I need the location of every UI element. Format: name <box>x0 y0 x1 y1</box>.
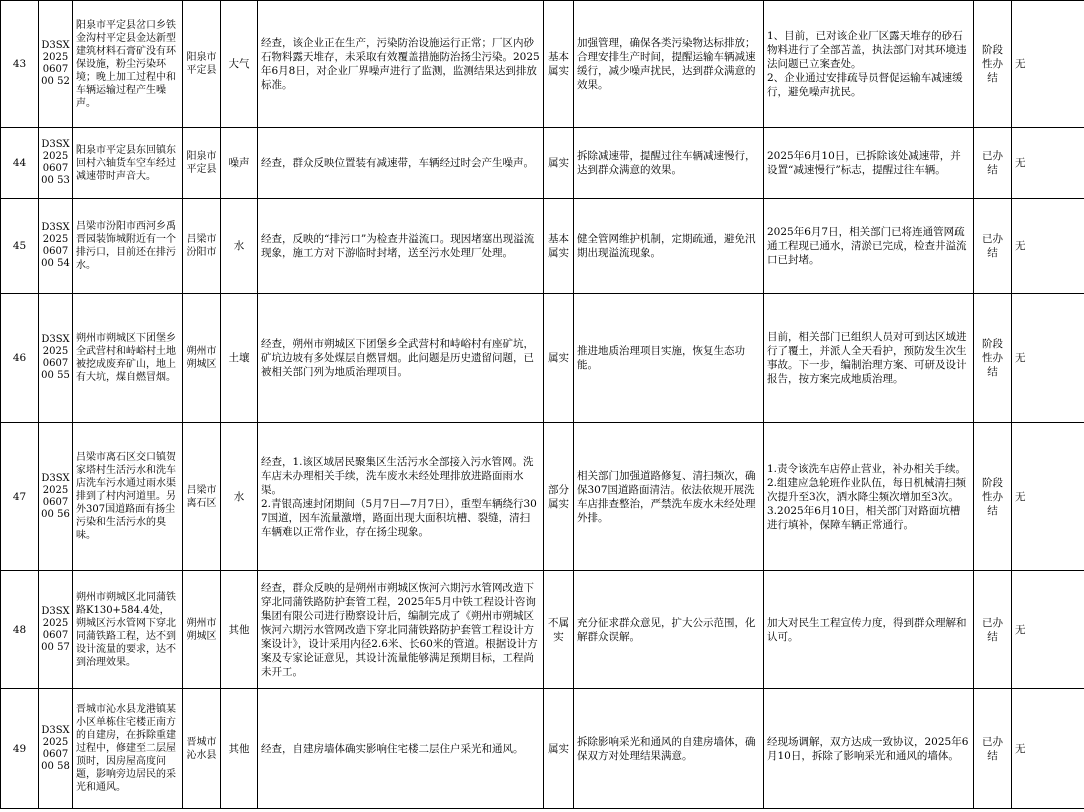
district: 吕梁市离石区 <box>183 423 221 571</box>
investigation-finding: 经查，群众反映位置装有减速带，车辆经过时会产生噪声。 <box>258 128 544 199</box>
handling-measure: 推进地质治理项目实施，恢复生态功能。 <box>574 294 764 423</box>
case-code: D3SX2025060700 52 <box>39 1 73 128</box>
complaint-content: 朔州市朔城区下团堡乡全武营村和峙峪村土地被挖成废弃矿山，地上有大坑，煤自燃冒烟。 <box>73 294 183 423</box>
handling-measure: 充分征求群众意见，扩大公示范围，化解群众误解。 <box>574 571 764 689</box>
status: 已办结 <box>974 128 1012 199</box>
pollution-type: 大气 <box>221 1 258 128</box>
table-row <box>1 571 1084 689</box>
row-number: 43 <box>1 1 39 128</box>
pollution-type: 水 <box>221 199 258 294</box>
table-row <box>1 689 1084 809</box>
row-number: 47 <box>1 423 39 571</box>
district: 阳泉市平定县 <box>183 128 221 199</box>
pollution-type: 土壤 <box>221 294 258 423</box>
progress: 加大对民生工程宣传力度，得到群众理解和认可。 <box>764 571 974 689</box>
verdict: 基本属实 <box>544 199 574 294</box>
status: 阶段性办结 <box>974 294 1012 423</box>
handling-measure: 相关部门加强道路修复、清扫频次，确保307国道路面清洁。依法依规开展洗车店排查整治，严禁洗车废水未经处理外排。 <box>574 423 764 571</box>
case-code: D3SX2025060700 57 <box>39 571 73 689</box>
handling-measure: 健全管网维护机制，定期疏通，避免汛期出现溢流现象。 <box>574 199 764 294</box>
handling-measure: 加强管理，确保各类污染物达标排放；合理安排生产时间，提醒运输车辆减速缓行，减少噪声扰民，达到群众满意的效果。 <box>574 1 764 128</box>
verdict: 不属实 <box>544 571 574 689</box>
table-row <box>1 1 1084 128</box>
complaint-content: 吕梁市离石区交口镇贺家塔村生活污水和洗车店洗车污水通过雨水渠排到了村内河道里。另外307国道路面有扬尘污染和生活污水的臭味。 <box>73 423 183 571</box>
investigation-finding: 经查，朔州市朔城区下团堡乡全武营村和峙峪村有座矿坑，矿坑边坡有多处煤层自燃冒烟。此问题是历史遗留问题，已被相关部门列为地质治理项目。 <box>258 294 544 423</box>
verdict: 属实 <box>544 689 574 809</box>
progress: 1、目前，已对该企业厂区露天堆存的砂石物料进行了全部苫盖，执法部门对其环境违法问题已立案查处。 2、企业通过安排疏导员督促运输车减速缓行，避免噪声扰民。 <box>764 1 974 128</box>
accountability: 无 <box>1012 571 1084 689</box>
handling-measure: 拆除影响采光和通风的自建房墙体，确保双方对处理结果满意。 <box>574 689 764 809</box>
investigation-finding: 经查，该企业正在生产，污染防治设施运行正常；厂区内砂石物料露天堆存，未采取有效覆盖措施防治扬尘污染。2025年6月8日，对企业厂界噪声进行了监测，监测结果达到排放标准。 <box>258 1 544 128</box>
progress: 1.责令该洗车店停止营业，补办相关手续。 2.组建应急轮班作业队伍，每日机械清扫频次提升至3次，洒水降尘频次增加至3次。 3.2025年6月10日，相关部门对路面坑槽进行填补，保障车辆正常通行。 <box>764 423 974 571</box>
verdict: 基本属实 <box>544 1 574 128</box>
complaint-content: 阳泉市平定县岔口乡铁金沟村平定县金达新型建筑材料石膏矿没有环保设施，粉尘污染环境；晚上加工过程中和车辆运输过程产生噪声。 <box>73 1 183 128</box>
row-number: 45 <box>1 199 39 294</box>
table-row <box>1 294 1084 423</box>
case-code: D3SX2025060700 56 <box>39 423 73 571</box>
progress: 经现场调解，双方达成一致协议，2025年6月10日，拆除了影响采光和通风的墙体。 <box>764 689 974 809</box>
row-number: 46 <box>1 294 39 423</box>
status: 已办结 <box>974 689 1012 809</box>
table-row <box>1 199 1084 294</box>
pollution-type: 噪声 <box>221 128 258 199</box>
district: 吕梁市汾阳市 <box>183 199 221 294</box>
row-number: 48 <box>1 571 39 689</box>
accountability: 无 <box>1012 199 1084 294</box>
investigation-finding: 经查，1.该区域居民聚集区生活污水全部接入污水管网。洗车店未办理相关手续，洗车废水未经处理排放进路面雨水渠。 2.青银高速封闭期间（5月7日—7月7日），重型车辆绕行307国道，因车流量激增，路面出现大面积坑槽、裂缝，清扫车辆难以正常作业，存在扬尘现象。 <box>258 423 544 571</box>
pollution-type: 水 <box>221 423 258 571</box>
row-number: 44 <box>1 128 39 199</box>
investigation-finding: 经查，自建房墙体确实影响住宅楼二层住户采光和通风。 <box>258 689 544 809</box>
complaint-content: 朔州市朔城区北同蒲铁路K130+584.4处，朔城区污水管网下穿北同蒲铁路工程，达不到设计流量的要求，达不到治理效果。 <box>73 571 183 689</box>
verdict: 部分属实 <box>544 423 574 571</box>
progress: 2025年6月10日，已拆除该处减速带，并设置“减速慢行”标志，提醒过往车辆。 <box>764 128 974 199</box>
table-row <box>1 423 1084 571</box>
investigation-finding: 经查，群众反映的是朔州市朔城区恢河六期污水管网改造下穿北同蒲铁路防护套管工程，2025年5月中铁工程设计咨询集团有限公司进行勘察设计后，编制完成了《朔州市朔城区恢河六期污水管网改造下穿北同蒲铁路防护套管工程设计方案设计》，设计采用内径2.6米、长60米的管道。根据设计方案及专家论证意见，其设计流量能够满足预期目标，工程尚未开工。 <box>258 571 544 689</box>
verdict: 属实 <box>544 294 574 423</box>
accountability: 无 <box>1012 294 1084 423</box>
status: 阶段性办结 <box>974 1 1012 128</box>
investigation-finding: 经查，反映的“排污口”为检查井溢流口。现因堵塞出现溢流现象，施工方对下游临时封堵，送至污水处理厂处理。 <box>258 199 544 294</box>
case-code: D3SX2025060700 55 <box>39 294 73 423</box>
case-code: D3SX2025060700 54 <box>39 199 73 294</box>
complaint-content: 晋城市沁水县龙港镇某小区单栋住宅楼正南方的自建房，在拆除重建过程中，修建至二层屋顶时，因房屋高度问题，影响旁边居民的采光和通风。 <box>73 689 183 809</box>
handling-measure: 拆除减速带，提醒过往车辆减速慢行，达到群众满意的效果。 <box>574 128 764 199</box>
pollution-type: 其他 <box>221 571 258 689</box>
complaint-content: 吕梁市汾阳市西河乡禹晋园装饰城附近有一个排污口，目前还在排污水。 <box>73 199 183 294</box>
district: 朔州市朔城区 <box>183 294 221 423</box>
district: 晋城市沁水县 <box>183 689 221 809</box>
district: 阳泉市平定县 <box>183 1 221 128</box>
status: 已办结 <box>974 571 1012 689</box>
status: 阶段性办结 <box>974 423 1012 571</box>
pollution-type: 其他 <box>221 689 258 809</box>
accountability: 无 <box>1012 1 1084 128</box>
progress: 目前，相关部门已组织人员对可到达区域进行了覆土，并派人全天看护，预防发生次生事故。下一步，编制治理方案、可研及设计报告，按方案完成地质治理。 <box>764 294 974 423</box>
accountability: 无 <box>1012 689 1084 809</box>
case-code: D3SX2025060700 53 <box>39 128 73 199</box>
complaint-content: 阳泉市平定县东回镇东回村六轴货车空车经过减速带时声音大。 <box>73 128 183 199</box>
row-number: 49 <box>1 689 39 809</box>
verdict: 属实 <box>544 128 574 199</box>
status: 已办结 <box>974 199 1012 294</box>
progress: 2025年6月7日，相关部门已将连通管网疏通工程现已通水，清淤已完成，检查井溢流口已封堵。 <box>764 199 974 294</box>
district: 朔州市朔城区 <box>183 571 221 689</box>
accountability: 无 <box>1012 423 1084 571</box>
case-code: D3SX2025060700 58 <box>39 689 73 809</box>
accountability: 无 <box>1012 128 1084 199</box>
table-row <box>1 128 1084 199</box>
